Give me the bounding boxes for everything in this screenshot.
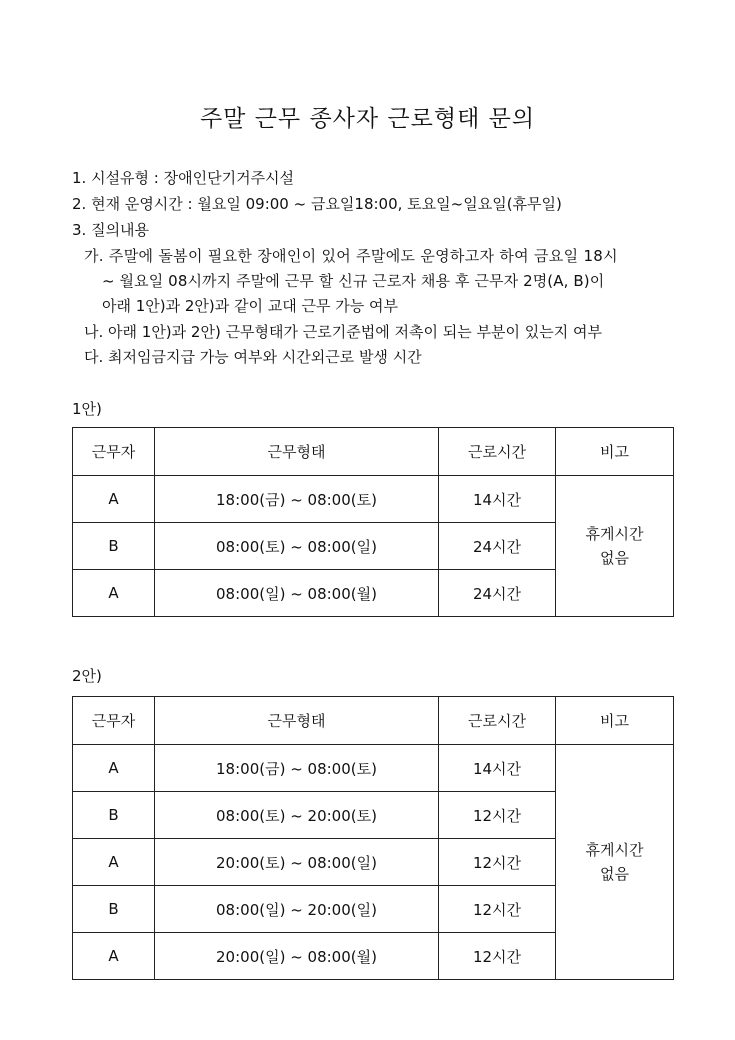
header-shift: 근무형태	[155, 697, 439, 745]
header-hours: 근로시간	[439, 697, 556, 745]
header-note: 비고	[556, 428, 674, 476]
worker-cell: B	[73, 523, 155, 570]
hours-cell: 12시간	[439, 792, 556, 839]
header-note: 비고	[556, 697, 674, 745]
table-header-row	[73, 697, 674, 745]
table-row	[73, 476, 674, 523]
worker-cell: A	[73, 570, 155, 617]
hours-cell: 12시간	[439, 886, 556, 933]
note-cell	[556, 745, 674, 980]
table-header-row	[73, 428, 674, 476]
shift-cell: 08:00(일) ~ 20:00(일)	[155, 886, 439, 933]
plan2-table	[72, 696, 674, 980]
shift-cell: 08:00(토) ~ 08:00(일)	[155, 523, 439, 570]
worker-cell: A	[73, 839, 155, 886]
worker-cell: B	[73, 886, 155, 933]
item-inquiry: 3. 질의내용	[72, 221, 150, 239]
header-worker: 근무자	[73, 428, 155, 476]
shift-cell: 20:00(토) ~ 08:00(일)	[155, 839, 439, 886]
note-line2: 없음	[600, 865, 629, 883]
shift-cell: 18:00(금) ~ 08:00(토)	[155, 745, 439, 792]
hours-cell: 24시간	[439, 523, 556, 570]
worker-cell: A	[73, 933, 155, 980]
note-cell	[556, 476, 674, 617]
document-title: 주말 근무 종사자 근로형태 문의	[199, 106, 536, 132]
hours-cell: 12시간	[439, 839, 556, 886]
shift-cell: 18:00(금) ~ 08:00(토)	[155, 476, 439, 523]
item-operating-hours: 2. 현재 운영시간 : 월요일 09:00 ~ 금요일18:00, 토요일~일요일(휴무일)	[72, 195, 562, 213]
note-line1: 휴게시간	[585, 525, 644, 543]
question-ga-line3: 아래 1안)과 2안)과 같이 교대 근무 가능 여부	[102, 297, 399, 315]
hours-cell: 14시간	[439, 745, 556, 792]
shift-cell: 20:00(일) ~ 08:00(월)	[155, 933, 439, 980]
question-ga-line1: 가. 주말에 돌봄이 필요한 장애인이 있어 주말에도 운영하고자 하여 금요일 18시	[84, 247, 618, 265]
worker-cell: B	[73, 792, 155, 839]
hours-cell: 12시간	[439, 933, 556, 980]
header-shift: 근무형태	[155, 428, 439, 476]
shift-cell: 08:00(토) ~ 20:00(토)	[155, 792, 439, 839]
item-facility-type: 1. 시설유형 : 장애인단기거주시설	[72, 169, 295, 187]
plan1-table	[72, 427, 674, 617]
note-line1: 휴게시간	[585, 841, 644, 859]
question-na: 나. 아래 1안)과 2안) 근무형태가 근로기준법에 저촉이 되는 부분이 있는지 여부	[84, 323, 602, 341]
header-worker: 근무자	[73, 697, 155, 745]
table-row	[73, 745, 674, 792]
question-ga-line2: ~ 월요일 08시까지 주말에 근무 할 신규 근로자 채용 후 근무자 2명(A, B)이	[102, 272, 605, 290]
hours-cell: 24시간	[439, 570, 556, 617]
shift-cell: 08:00(일) ~ 08:00(월)	[155, 570, 439, 617]
plan1-label: 1안)	[72, 400, 102, 418]
hours-cell: 14시간	[439, 476, 556, 523]
worker-cell: A	[73, 745, 155, 792]
question-da: 다. 최저임금지급 가능 여부와 시간외근로 발생 시간	[84, 348, 422, 366]
worker-cell: A	[73, 476, 155, 523]
note-line2: 없음	[600, 549, 629, 567]
plan2-label: 2안)	[72, 667, 102, 685]
header-hours: 근로시간	[439, 428, 556, 476]
